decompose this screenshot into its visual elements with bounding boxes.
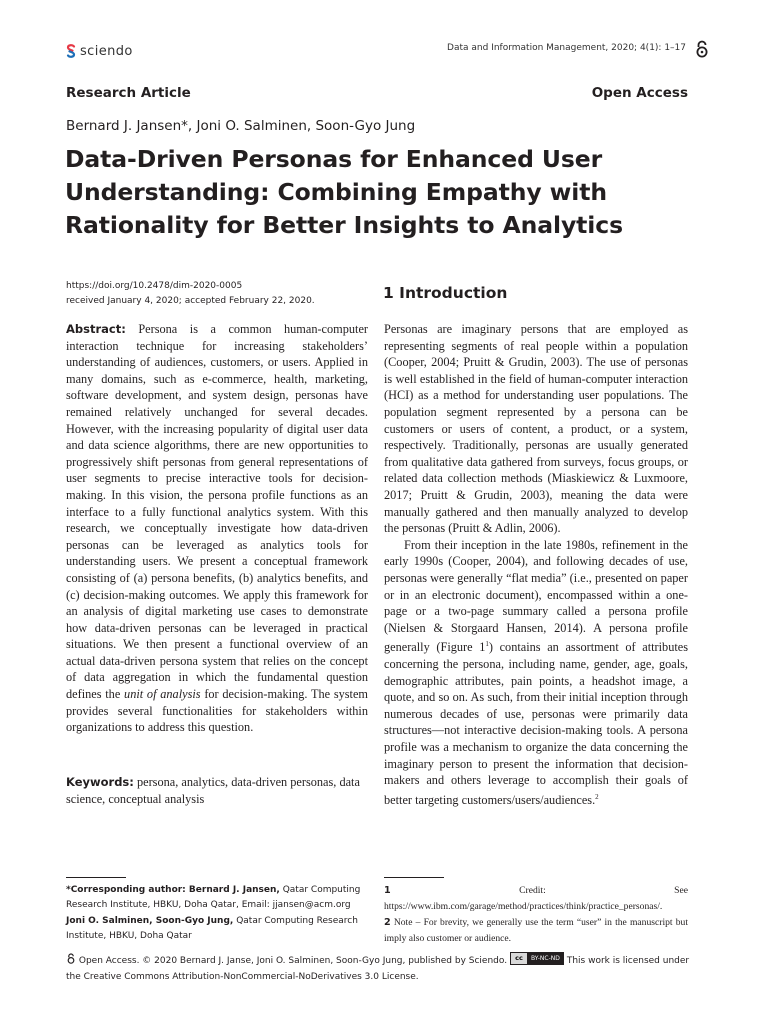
corresponding-text-2: Qatar Computing Research Institute, HBKU, Doha Qatar — [66, 915, 358, 941]
abstract-label: Abstract: — [66, 322, 126, 336]
footnote-ref-1[interactable]: 1 — [485, 640, 489, 649]
journal-reference: Data and Information Management, 2020; 4(1): 1–17 — [447, 43, 686, 53]
corresponding-label-1: *Corresponding author: Bernard J. Jansen, — [66, 885, 280, 895]
corresponding-label-2: Joni O. Salminen, Soon-Gyo Jung, — [66, 915, 234, 926]
footnote-ref-2[interactable]: 2 — [595, 792, 599, 801]
footnote-divider-left — [66, 877, 126, 878]
footnote-2 — [384, 915, 688, 947]
footnote-1 — [384, 883, 688, 915]
footnote-text: Note – For brevity, we generally use the term “user” in the manuscript but imply also customer or audience. — [384, 917, 688, 944]
doi-link[interactable]: https://doi.org/10.2478/dim-2020-0005 — [66, 281, 243, 291]
introduction-paragraph-1: Personas are imaginary persons that are employed as representing segments of real people within a population (Cooper, 2004; Pruitt & Grudin, 2003). The use of personas is well established in the field of human-computer interaction (HCI) as a method for understanding user populations. The population segment represented by a persona can be customers or users of content, a product, or a system, respectively. Traditionally, personas are usually generated from qualitative data gathered from surveys, focus groups, or related data collection methods (Miaskiewicz & Luxmoore, 2017; Pruitt & Grudin, 2003), meaning the data were manually gathered and then manually analyzed to develop the personas (Pruitt & Adlin, 2006). — [384, 322, 688, 536]
corresponding-author — [66, 883, 366, 944]
footnote-number: 2 — [384, 917, 391, 928]
footnote-text: Credit: See https://www.ibm.com/garage/method/practices/think/practice_personas/. — [384, 885, 688, 912]
abstract-italic: unit of analysis — [124, 687, 201, 702]
received-dates: received January 4, 2020; accepted February 22, 2020. — [66, 296, 315, 306]
para2-text-b: ) contains an assortment of attributes concerning the persona, including name, gender, age, goals, demographic attributes, pain points, a headshot image, a quote, and so on. As such, from their initial inception through numerous decades of use, personas were primarily data structures—not interactive decision-making tools. A persona profile was a mechanism to organize the data concerning the imaginary person to present the information that decision-makers and others leverage to accomplish their goals of better targeting customers/users/audiences. — [384, 640, 688, 807]
introduction-paragraph-2 — [384, 537, 688, 809]
article-title: Data-Driven Personas for Enhanced User Understanding: Combining Empathy with Rationality for Better Insights to Analytics — [65, 145, 623, 239]
footnote-number: 1 — [384, 885, 391, 896]
abstract-text-end: for decision-making. The system provides several functionalities for stakeholders within organizations to address this question. — [66, 687, 368, 735]
license-notice — [66, 952, 696, 985]
corresponding-text-1: Qatar Computing Research Institute, HBKU, Doha Qatar, Email: jjansen@acm.org — [66, 885, 361, 911]
keywords — [66, 774, 368, 807]
license-text-1: Open Access. © 2020 Bernard J. Janse, Joni O. Salminen, Soon-Gyo Jung, published by Sciendo. — [78, 956, 508, 966]
section-heading-introduction: 1 Introduction — [383, 284, 508, 302]
authors: Bernard J. Jansen*, Joni O. Salminen, Soon-Gyo Jung — [66, 118, 416, 134]
para2-text-a: From their inception in the late 1980s, refinement in the early 1990s (Cooper, 2004), and following decades of use, personas were generally “flat media” (i.e., presented on paper or in an electronic document), encompassed within a one-page or a two-page summary called a persona profile (Nielsen & Storgaard Hansen, 2014). A persona profile generally (Figure 1 — [384, 537, 688, 655]
brand-name: sciendo — [80, 43, 133, 59]
cc-license-badge[interactable] — [510, 952, 564, 965]
open-access-icon — [694, 40, 710, 58]
footnote-divider-right — [384, 877, 444, 878]
cc-icon: cc — [511, 953, 527, 964]
abstract-text: Persona is a common human-computer interaction technique for increasing stakeholders’ understanding of audiences, customers, or users. Applied in many domains, such as e-commerce, health, marketing, software development, and system design, personas have remained relatively unchanged for several decades. However, with the increasing popularity of digital user data and data science algorithms, there are new opportunities to progressively shift personas from general representations of user segments to precise interactive tools for decision-making. In this vision, the persona profile functions as an interface to a fully functional analytics system. With this research, we conceptually investigate how data-driven personas can be leveraged as analytics tools for understanding users. We present a conceptual framework consisting of (a) persona benefits, (b) analytics benefits, and (c) decision-making outcomes. We apply this framework for an analysis of digital marketing use cases to demonstrate how data-driven personas can be leveraged in practical situations. We then present a functional overview of an actual data-driven persona system that relies on the concept of data aggregation in which the fundamental question defines the — [66, 322, 368, 702]
keywords-text: persona, analytics, data-driven personas, data science, conceptual analysis — [66, 775, 360, 806]
article-type: Research Article — [66, 85, 191, 101]
keywords-label: Keywords: — [66, 775, 134, 789]
footnotes — [384, 883, 688, 947]
license-text-2: This work is licensed under the Creative Commons Attribution-NonCommercial-NoDerivatives 3.0 License. — [66, 956, 690, 982]
open-access-small-icon — [66, 953, 76, 964]
sciendo-logo[interactable] — [66, 42, 133, 60]
open-access-label: Open Access — [591, 85, 688, 101]
abstract — [66, 321, 368, 736]
introduction-body — [384, 321, 688, 808]
sciendo-logo-icon — [66, 43, 76, 59]
cc-by-nc-nd-label: BY-NC-ND — [531, 955, 560, 962]
